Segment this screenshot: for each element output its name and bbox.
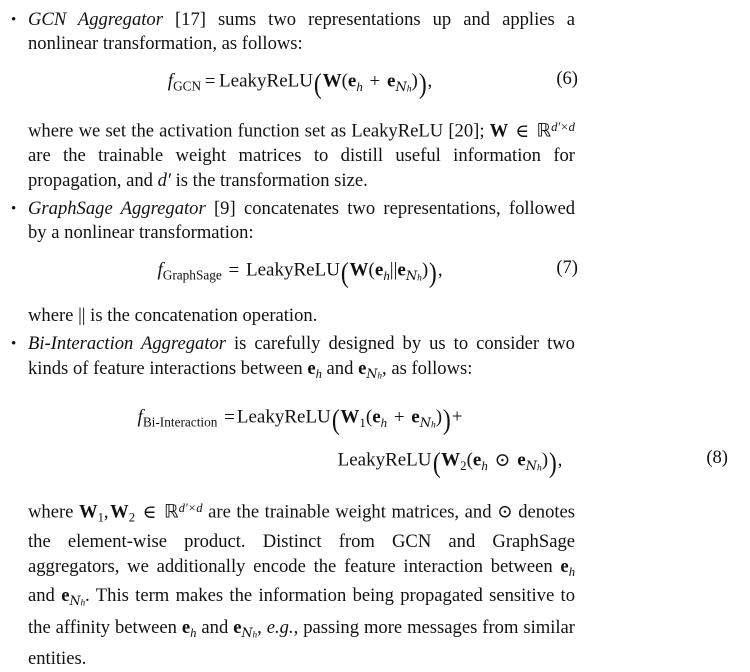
p1-matrix-W: W <box>489 121 509 143</box>
p3-elem-of: ∈ <box>137 502 162 524</box>
equation-8-block <box>0 404 728 480</box>
eq6-trailing-comma: , <box>427 71 433 93</box>
p3-sub-script-N-1: N <box>69 592 81 608</box>
eq8-plus-operator: + <box>389 407 410 429</box>
gap-before-eq7 <box>0 245 600 257</box>
equation-number-8: (8) <box>706 447 728 469</box>
eq8-vector-e-neighborhood-2: e <box>517 450 526 472</box>
eq7-inner-open: ( <box>368 259 375 281</box>
equation-8-row-2 <box>0 447 750 480</box>
eq7-function-subscript: GraphSage <box>162 267 222 283</box>
eq7-activation: LeakyReLU <box>246 259 340 281</box>
eq8-open-paren-1: ( <box>331 404 340 437</box>
eq7-concat-operator: || <box>389 259 398 281</box>
p3-matrix-W1: W <box>79 502 98 524</box>
eq8-sub-h-1: h <box>380 415 388 431</box>
bi-run-a: is carefully designed by us to consider two kinds of feature interactions between <box>28 333 575 379</box>
citation-9: [9] <box>205 197 244 219</box>
eq6-function-f: f <box>167 71 174 93</box>
p3-sub-h-1: h <box>568 564 575 579</box>
eq8-activation-2: LeakyReLU <box>337 450 432 472</box>
equation-number-7: (7) <box>556 257 578 279</box>
equation-6-row <box>0 68 600 101</box>
eq8-matrix-W2: W <box>441 450 461 472</box>
eq7-trailing-comma: , <box>437 259 443 281</box>
term-gcn-aggregator: GCN Aggregator <box>28 9 163 30</box>
eq6-sub-h: h <box>356 79 363 95</box>
p3-hadamard-symbol: ⊙ <box>497 502 513 524</box>
p3-matrix-W2-subscript: 2 <box>128 511 136 526</box>
eq8-activation-1: LeakyReLU <box>236 407 331 429</box>
bullet-graphsage-text <box>28 197 575 245</box>
eq7-sub-N-h: h <box>417 273 422 284</box>
term-bi-interaction-aggregator: Bi-Interaction Aggregator <box>28 333 227 355</box>
equation-8-line2-body <box>338 447 563 480</box>
p3-vector-e-1: e <box>560 555 569 577</box>
p3-sub-N-h-2: h <box>252 630 258 641</box>
p1-blackboard-R: ℝ <box>536 121 552 143</box>
paragraph-after-graphsage: where || is the concatenation operation. <box>28 305 318 327</box>
p3-blackboard-R: ℝ <box>163 502 179 524</box>
eq8-inner-open-2: ( <box>466 450 473 472</box>
bi-vector-e: e <box>307 357 316 379</box>
bi-run-b: and <box>321 357 359 379</box>
eq7-equals: = <box>223 259 245 281</box>
eq8-trailing-comma: , <box>557 450 563 472</box>
p3-run-c: denotes the element-wise product. Distinct from GCN and GraphSage aggregators, we additionally encode the feature interaction between <box>28 502 576 577</box>
bullet-graphsage-body: concatenates two representations, followed by a nonlinear transformation: <box>28 197 575 243</box>
eq8-function-f: f <box>137 407 143 429</box>
eq6-matrix-W: W <box>322 71 342 93</box>
eq8-vector-e-neighborhood-1: e <box>411 407 420 429</box>
p3-vector-e-neighborhood-2: e <box>233 616 242 638</box>
eq8-line-gap <box>0 437 600 447</box>
eq8-sub-N-h-2: h <box>536 463 542 474</box>
eq7-vector-e-neighborhood: e <box>397 259 406 281</box>
p3-run-g: , <box>257 616 267 638</box>
p3-vector-e-neighborhood-1: e <box>61 584 70 606</box>
bullet-gcn-body: sums two representations up and applies a nonlinear transformation, as follows: <box>28 9 575 55</box>
eq6-function-subscript: GCN <box>173 79 202 95</box>
eq7-open-paren: ( <box>340 257 349 290</box>
equation-8-line1-body <box>138 404 463 437</box>
top-spacer <box>0 0 600 8</box>
eq7-sub-h: h <box>383 267 390 283</box>
equation-8-row-1 <box>0 404 640 437</box>
eq8-open-paren-2: ( <box>432 447 441 480</box>
p3-run-b: are the trainable weight matrices, and <box>202 502 498 524</box>
p3-sub-N-h-1: h <box>80 598 86 609</box>
equation-7-body <box>157 257 442 290</box>
eq8-vector-e-2: e <box>472 450 482 472</box>
p3-run-a: where <box>28 502 79 524</box>
eq6-equals: = <box>203 71 218 93</box>
bi-vector-e-neighborhood: e <box>358 357 367 379</box>
eq8-matrix-W1: W <box>340 407 360 429</box>
eq8-sub-N-h-1: h <box>431 420 436 431</box>
gap-after-eq7 <box>0 290 600 304</box>
paragraph-after-bi-interaction <box>0 496 600 671</box>
eq7-matrix-W: W <box>349 259 369 281</box>
eq8-inner-close-2: ) <box>541 450 549 472</box>
eq8-sub-script-N-1: N <box>419 416 432 432</box>
eq6-inner-open: ( <box>341 71 348 93</box>
p1-d-prime: d′ <box>157 169 171 191</box>
p1-run-c: is the transformation size. <box>170 169 368 191</box>
equation-7-row <box>0 257 600 290</box>
bi-sub-script-N: N <box>366 365 378 381</box>
bullet-item-bi-interaction <box>0 332 600 388</box>
citation-17: [17] <box>162 9 218 30</box>
bullet-bi-interaction-text <box>28 332 575 388</box>
eq7-close-paren: ) <box>429 257 437 290</box>
eq8-inner-close-1: ) <box>435 407 443 429</box>
p3-run-f: and <box>196 616 234 638</box>
bullet-glyph-icon: • <box>11 12 17 28</box>
eq8-sub-script-N-2: N <box>525 459 537 475</box>
bullet-gcn-text <box>28 8 575 56</box>
eq6-vector-e: e <box>347 71 357 93</box>
p3-sub-script-N-2: N <box>241 624 253 640</box>
eq8-sub-h-2: h <box>481 458 488 474</box>
eq6-plus: + <box>364 71 386 93</box>
eq8-close-paren-1: ) <box>442 404 451 437</box>
eq6-close-paren: ) <box>418 68 427 101</box>
bullet-glyph-icon: • <box>11 336 17 353</box>
eq8-equals: = <box>219 407 235 429</box>
eq8-hadamard-operator: ⊙ <box>489 450 516 472</box>
eq7-function-f: f <box>157 259 163 281</box>
eq7-vector-e: e <box>374 259 384 281</box>
eq8-line1-plus-suffix: + <box>451 407 463 429</box>
bullet-item-graphsage <box>0 197 600 245</box>
p3-sub-h-2: h <box>190 625 197 640</box>
gap-after-eq8 <box>0 480 600 496</box>
eq7-inner-close: ) <box>421 259 429 281</box>
gap-after-eq6 <box>0 101 600 115</box>
p1-run-a: where we set the activation function set as LeakyReLU [20]; <box>28 121 490 143</box>
p3-matrix-W2: W <box>110 502 129 524</box>
p3-comma-1: , <box>103 502 111 524</box>
bi-run-c: , as follows: <box>382 357 473 379</box>
gap-before-eq6 <box>0 56 600 68</box>
eq8-matrix-W1-subscript: 1 <box>359 415 366 431</box>
p3-matrix-W1-subscript: 1 <box>97 511 104 526</box>
p3-run-i: , passing more messages from similar entities. <box>28 616 575 670</box>
p3-eg-italic: e.g. <box>266 616 294 638</box>
p3-dim-superscript: d′×d <box>178 501 203 516</box>
bullet-glyph-icon: • <box>11 200 17 217</box>
equation-6-body <box>168 68 432 101</box>
gap-before-eq8 <box>0 388 600 404</box>
eq8-inner-open-1: ( <box>365 407 373 429</box>
equation-6-block <box>0 68 600 101</box>
paragraph-after-gcn <box>0 115 600 192</box>
eq6-activation: LeakyReLU <box>219 71 313 93</box>
eq8-matrix-W2-subscript: 2 <box>460 458 467 474</box>
eq8-close-paren-2: ) <box>548 447 557 480</box>
equation-number-6: (6) <box>556 68 578 90</box>
eq6-open-paren: ( <box>313 68 322 101</box>
eq6-vector-e-neighborhood: e <box>387 71 396 93</box>
bi-sub-N-h: h <box>377 371 383 382</box>
eq7-sub-script-N: N <box>405 268 418 284</box>
bi-sub-h: h <box>315 366 322 381</box>
p3-vector-e-2: e <box>181 616 191 638</box>
eq6-sub-N-h: h <box>406 84 412 95</box>
eq8-vector-e-1: e <box>372 407 381 429</box>
bullet-item-gcn <box>0 8 600 56</box>
p1-elem-of: ∈ <box>510 121 535 143</box>
eq6-inner-close: ) <box>411 71 418 93</box>
eq8-function-subscript: Bi-Interaction <box>142 415 218 430</box>
p3-run-e: . This term makes the information being propagated sensitive to the affinity between <box>28 584 575 638</box>
p1-dim-superscript: d′×d <box>551 120 575 135</box>
eq6-sub-script-N: N <box>395 80 407 96</box>
p1-run-b: are the trainable weight matrices to distill useful information for propagation, and <box>28 145 575 191</box>
p3-run-d: and <box>28 584 62 606</box>
equation-7-block <box>0 257 600 290</box>
term-graphsage-aggregator: GraphSage Aggregator <box>28 197 206 219</box>
